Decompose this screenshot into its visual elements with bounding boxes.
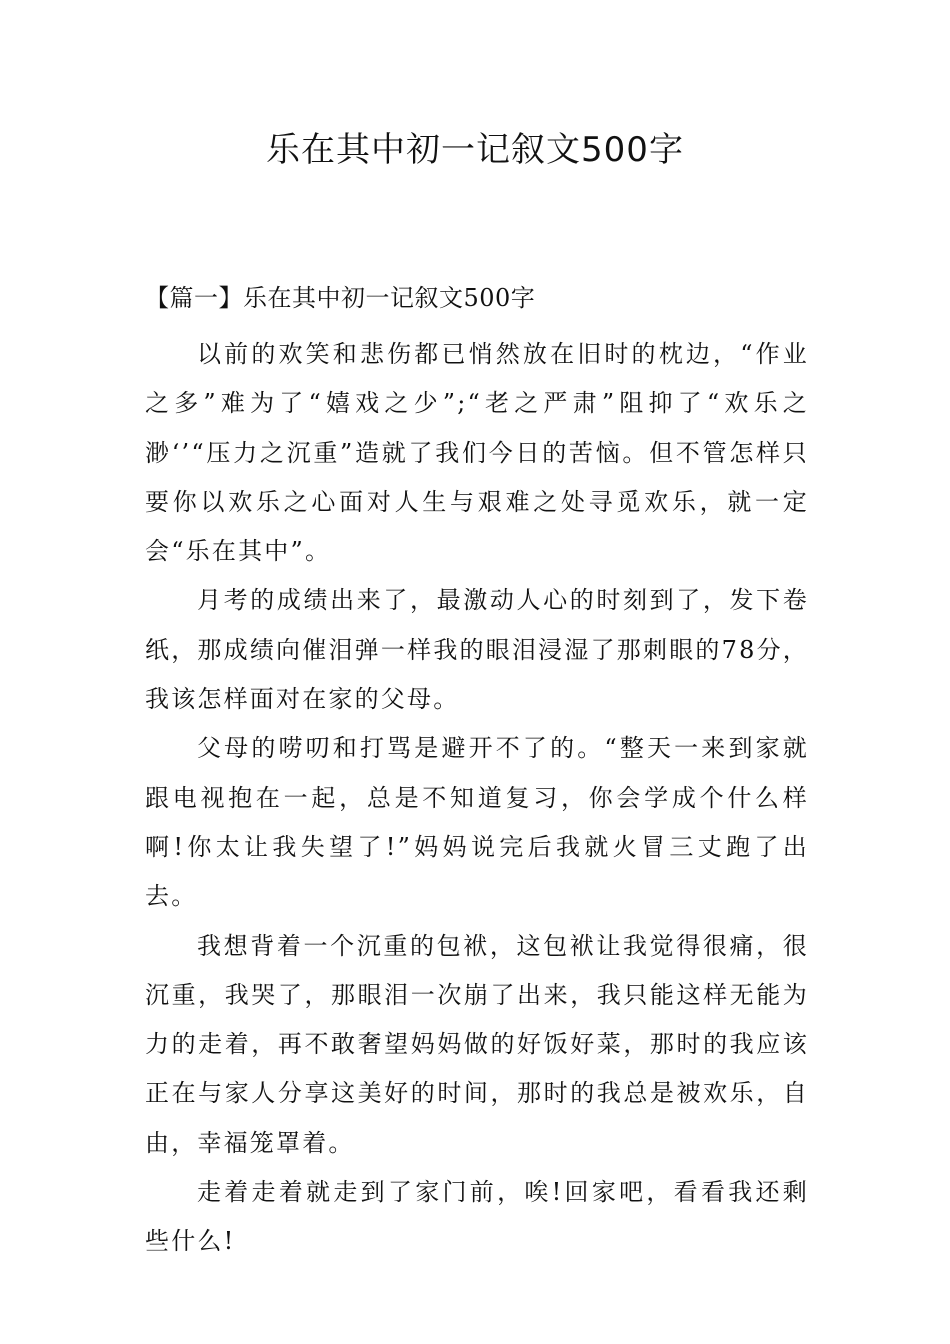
paragraph-1: 以前的欢笑和悲伤都已悄然放在旧时的枕边，“作业之多”难为了“嬉戏之少”;“老之严肃”阻抑了“欢乐之渺‘’“压力之沉重”造就了我们今日的苦恼。但不管怎样只要你以欢乐之心面对人生与艰难之处寻觅欢乐，就一定会“乐在其中”。 bbox=[145, 340, 809, 566]
paragraph-5: 走着走着就走到了家门前，唉!回家吧，看看我还剩些什么! bbox=[145, 1178, 809, 1256]
section-heading: 【篇一】乐在其中初一记叙文500字 bbox=[145, 284, 536, 312]
document-body bbox=[145, 281, 809, 1267]
paragraph-2: 月考的成绩出来了，最激动人心的时刻到了，发下卷纸，那成绩向催泪弹一样我的眼泪浸湿了那刺眼的78分，我该怎样面对在家的父母。 bbox=[145, 586, 809, 714]
paragraph-3: 父母的唠叨和打骂是避开不了的。“整天一来到家就跟电视抱在一起，总是不知道复习，你会学成个什么样啊!你太让我失望了!”妈妈说完后我就火冒三丈跑了出去。 bbox=[145, 734, 809, 911]
paragraph-4: 我想背着一个沉重的包袱，这包袱让我觉得很痛，很沉重，我哭了，那眼泪一次崩了出来，我只能这样无能为力的走着，再不敢奢望妈妈做的好饭好菜，那时的我应该正在与家人分享这美好的时间，那时的我总是被欢乐，自由，幸福笼罩着。 bbox=[145, 931, 809, 1157]
document-title: 乐在其中初一记叙文500字 bbox=[266, 130, 684, 170]
